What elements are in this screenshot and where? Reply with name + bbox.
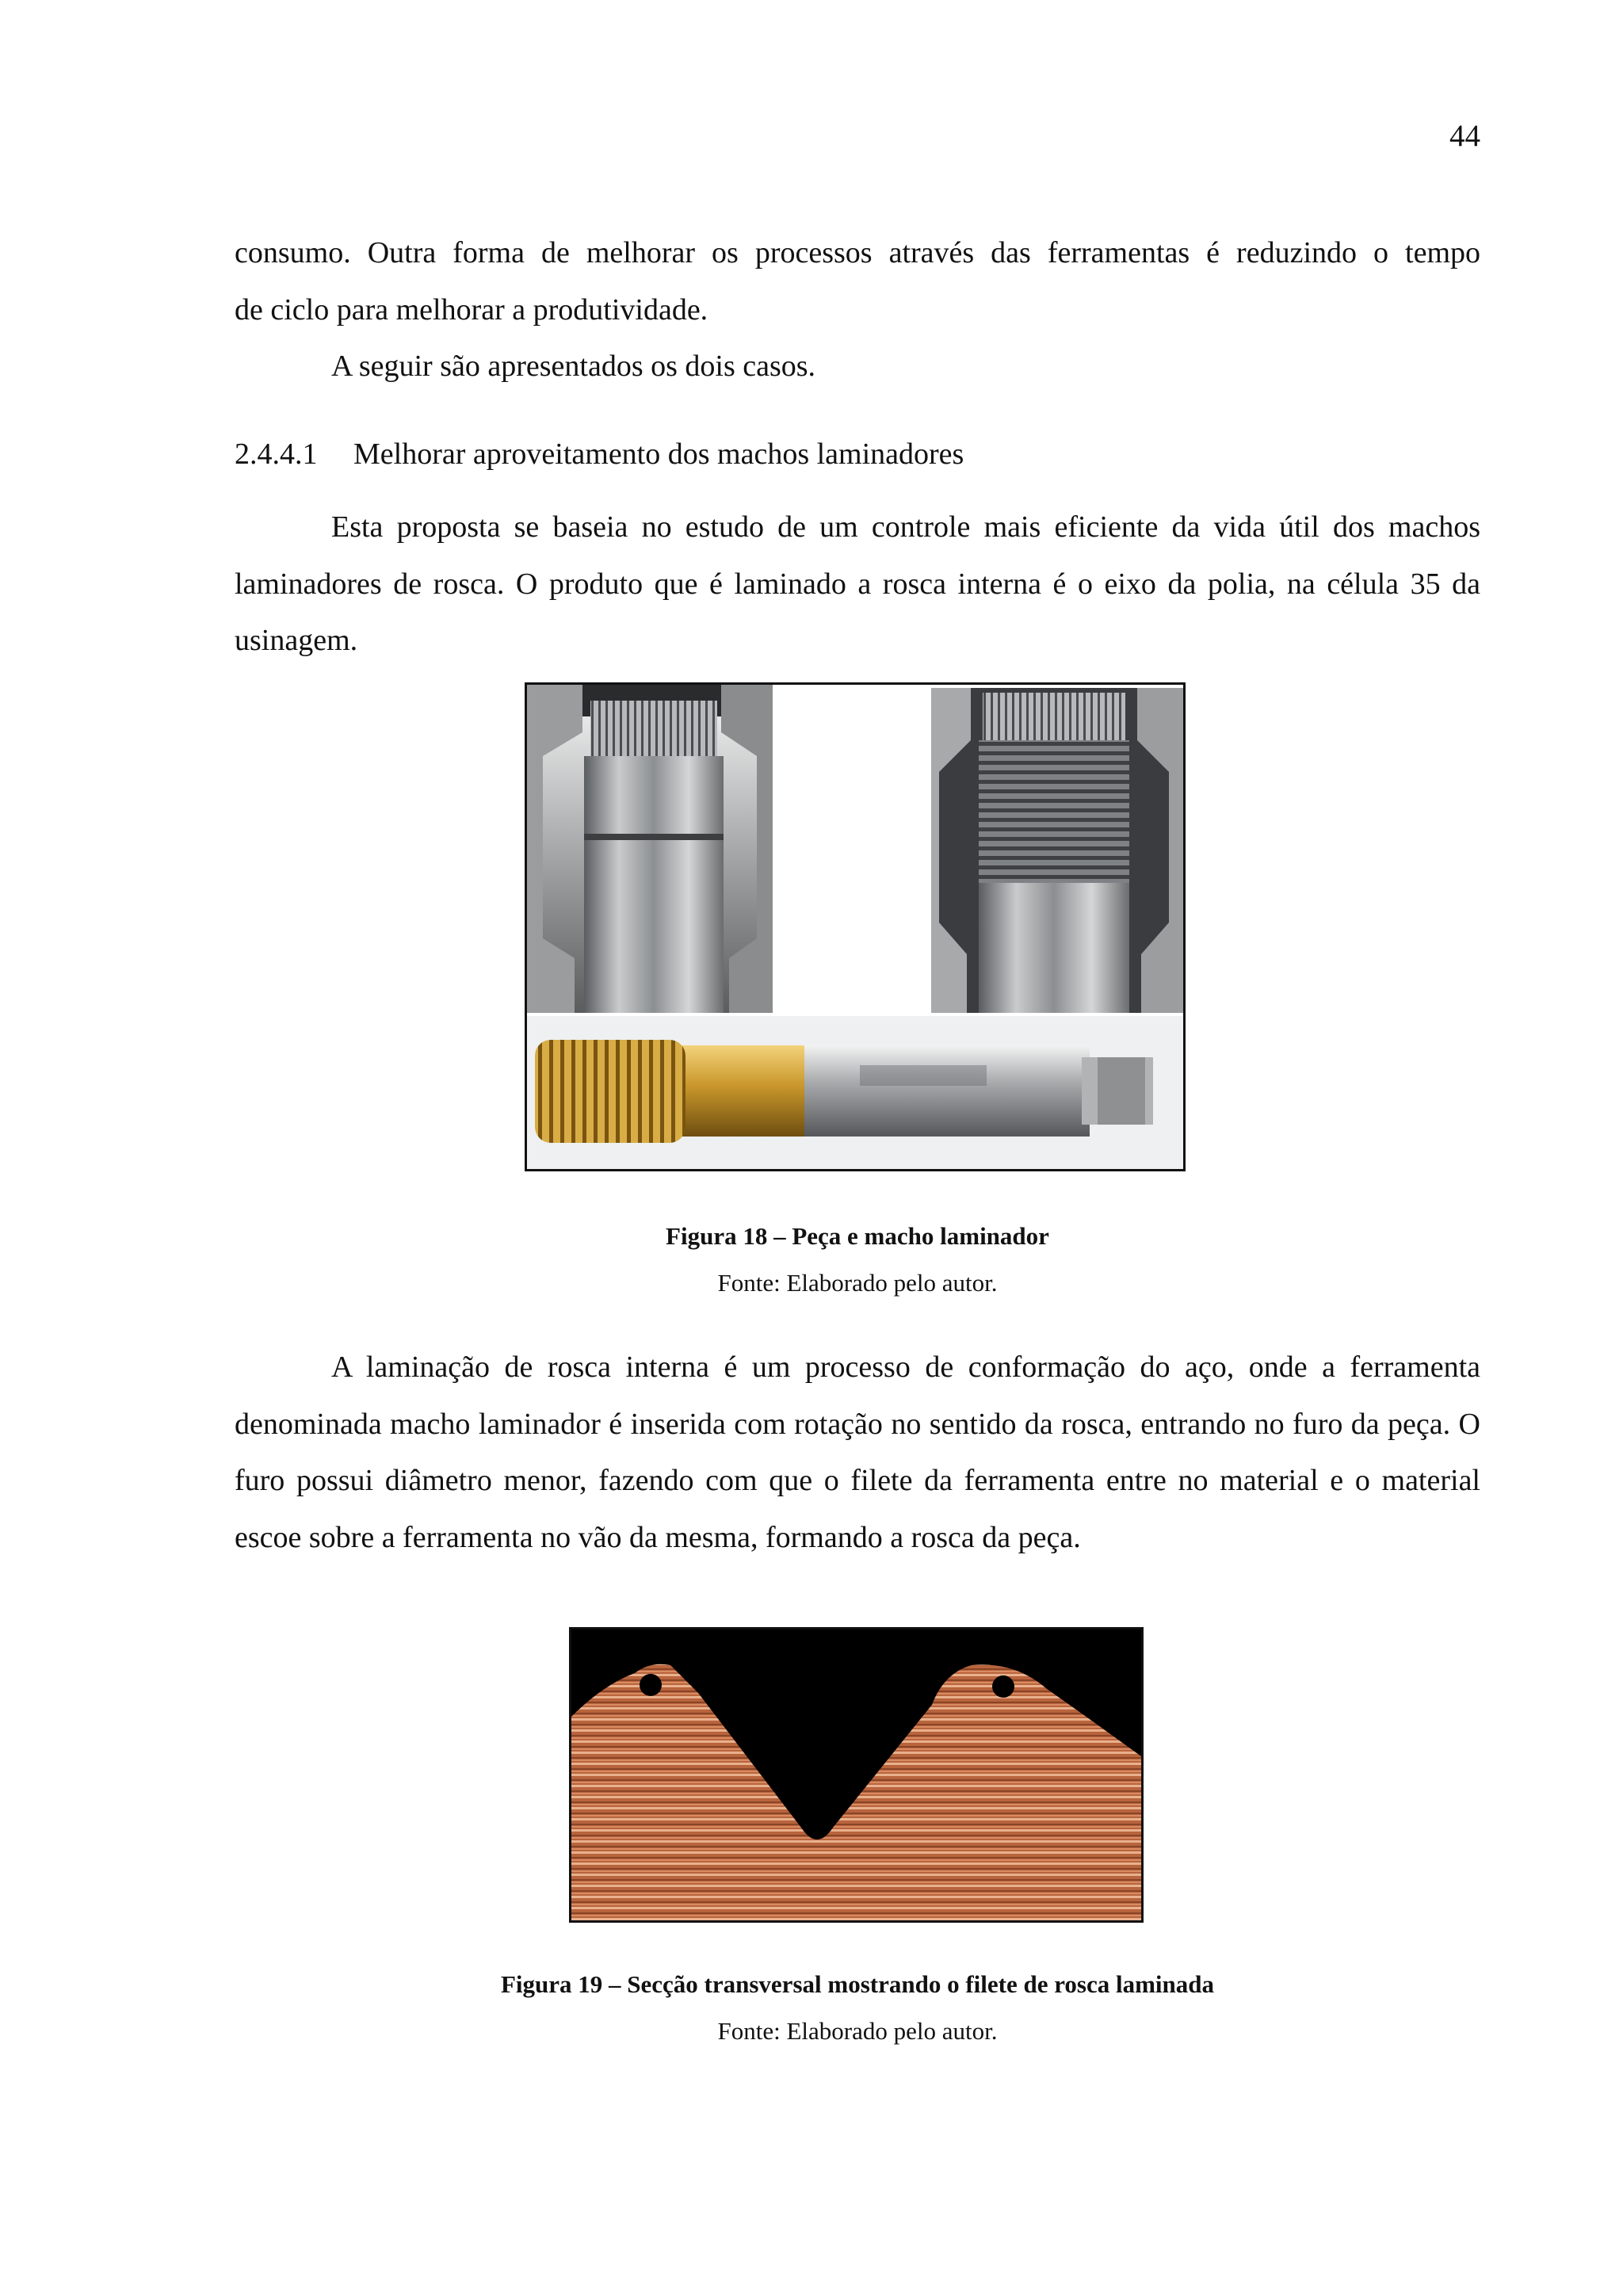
section-title: Melhorar aproveitamento dos machos laminadores	[353, 437, 964, 471]
figure-18-source: Fonte: Elaborado pelo autor.	[717, 1269, 998, 1297]
page-number: 44	[1449, 119, 1480, 153]
figure-18-caption: Figura 18 – Peça e macho laminador	[666, 1222, 1049, 1250]
thread-forming-tap-photo	[527, 1016, 1183, 1169]
part-before-threading-photo	[527, 685, 773, 1013]
figure-18-photo-composite	[527, 685, 1183, 1169]
section-heading	[235, 426, 964, 483]
paragraph-continuation-line-1: consumo. Outra forma de melhorar os processos através das ferramentas é reduzindo o tempo	[235, 236, 1480, 269]
figure-19-micrograph	[571, 1629, 1141, 1920]
figure-19-caption: Figura 19 – Secção transversal mostrando o filete de rosca laminada	[500, 1970, 1215, 1998]
paragraph-intro-cases: A seguir são apresentados os dois casos.	[331, 350, 816, 383]
part-after-threading-photo	[928, 685, 1183, 1013]
paragraph-continuation-line-2: de ciclo para melhorar a produtividade.	[235, 293, 708, 327]
figure-18-image	[525, 682, 1186, 1171]
figure-19-source: Fonte: Elaborado pelo autor.	[717, 2017, 998, 2045]
paragraph-proposal: Esta proposta se baseia no estudo de um controle mais eficiente da vida útil dos machos laminadores de rosca. O produto que é laminado a rosca interna é o eixo da polia, na célula 35 da usinagem.	[235, 510, 1480, 657]
figure-19-image	[569, 1627, 1144, 1923]
paragraph-thread-rolling: A laminação de rosca interna é um processo de conformação do aço, onde a ferramenta denominada macho laminador é inserida com rotação no sentido da rosca, entrando no furo da peça. O furo possui diâmetro menor, fazendo com que o filete da ferramenta entre no material e o material escoe sobre a ferramenta no vão da mesma, formando a rosca da peça.	[235, 1350, 1480, 1554]
section-number: 2.4.4.1	[235, 437, 318, 471]
